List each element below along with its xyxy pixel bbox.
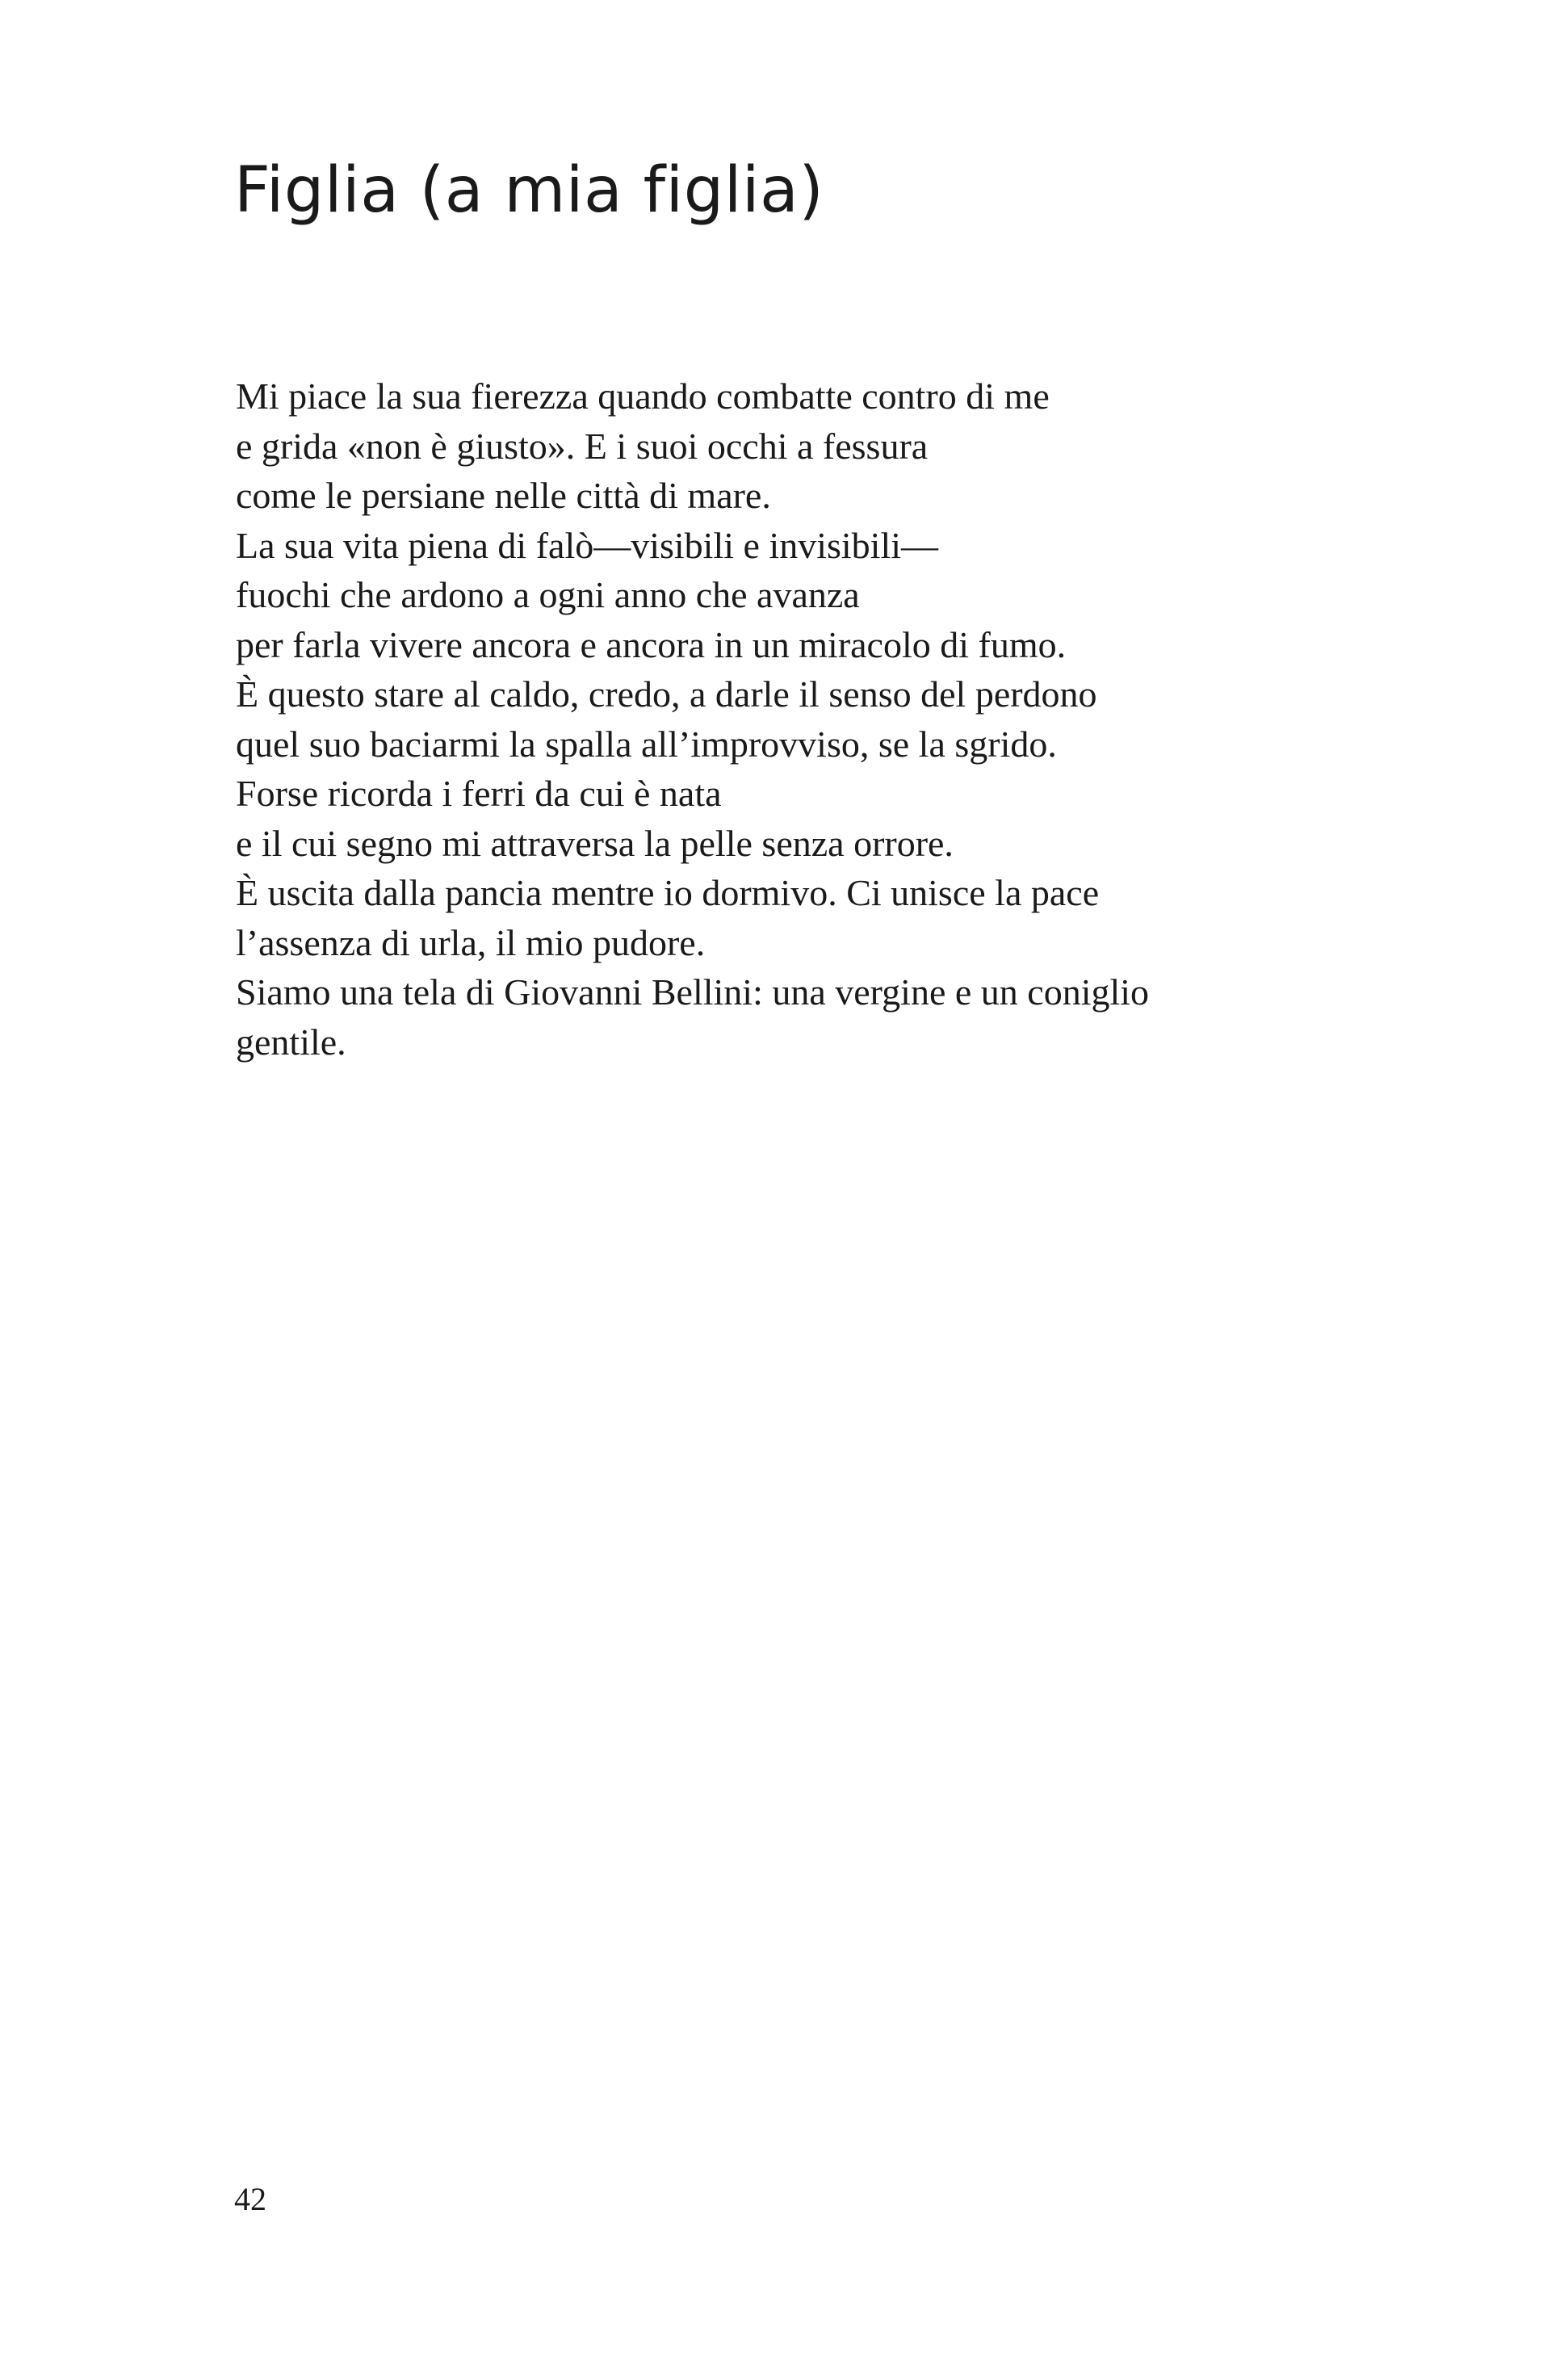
poem-line: per farla vivere ancora e ancora in un miracolo di fumo. xyxy=(236,623,1067,665)
poem-line: Siamo una tela di Giovanni Bellini: una vergine e un coniglio xyxy=(236,971,1150,1013)
poem-line: Forse ricorda i ferri da cui è nata xyxy=(236,773,722,814)
page-number: 42 xyxy=(234,2181,266,2217)
poem-line: come le persiane nelle città di mare. xyxy=(236,475,771,516)
poem-title: Figlia (a mia figlia) xyxy=(234,154,824,227)
poem-line: l’assenza di urla, il mio pudore. xyxy=(236,921,706,963)
poem-body xyxy=(236,371,1366,1067)
poem-line: e il cui segno mi attraversa la pelle senza orrore. xyxy=(236,822,954,864)
poem-line: È questo stare al caldo, credo, a darle il senso del perdono xyxy=(236,673,1097,715)
poem-line: Mi piace la sua fierezza quando combatte contro di me xyxy=(236,375,1050,417)
poem-line: È uscita dalla pancia mentre io dormivo. Ci unisce la pace xyxy=(236,872,1100,913)
poem-line: quel suo baciarmi la spalla all’improvviso, se la sgrido. xyxy=(236,723,1057,765)
poem-line: La sua vita piena di falò—visibili e invisibili— xyxy=(236,524,939,566)
poem-line: fuochi che ardono a ogni anno che avanza xyxy=(236,574,860,615)
poem-line: gentile. xyxy=(236,1021,346,1063)
poem-line: e grida «non è giusto». E i suoi occhi a fessura xyxy=(236,425,929,467)
